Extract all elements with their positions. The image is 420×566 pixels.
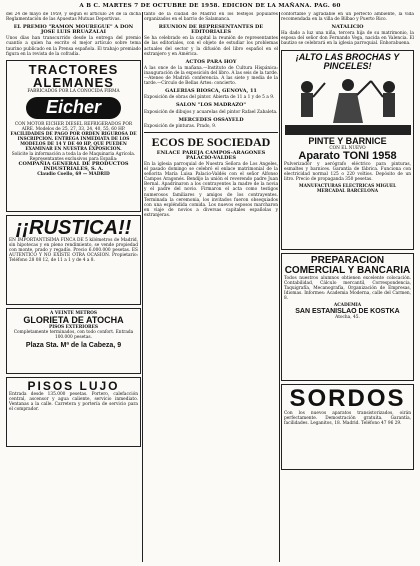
tractores-motor: CON MOTOR EICHER DIESEL REFRIGERADOS POR AIRE. Modelos de 25, 27, 33, 24, 40, 55, 60 HP. xyxy=(14,121,133,132)
aparato-title: Aparato TONI 1958 xyxy=(298,149,397,162)
rustica-body: EN IMPORTANTISIMA FINCA DE 5 kilómetros de Madrid, sin hipotecas y en pleno rendimiento, se vende propiedad con monte, prado y regadío. Precio 6.000.000 pesetas. ES AUTENTICO Y NO EXISTE OTRA OCASION. Propietario: Teléfono 28 08 12, de 11 a 1 y de 4 a 8. xyxy=(9,237,138,264)
aparato-address: MANUFACTURAS ELECTRICAS MIGUEL MERCADAL BARCELONA xyxy=(298,183,397,194)
toni-ad xyxy=(281,50,414,250)
article-fragment: tanto de la ciudad de Madrid en los festejos populares organizados en el barrio de Salamanca. xyxy=(144,12,278,23)
tractores-solicite: Solicite la información a toda la de Maquinaria Agrícola. xyxy=(11,151,136,157)
column-right xyxy=(281,12,414,562)
tractores-entrega: FACILIDADES DE PAGO POR ORDEN RIGUROSA DE INSCRIPCION. ENTREGA INMEDIATA DE LOS MODELOS DE 14 Y DE 40 HP, QUE PUEDEN EXAMINAR EN NUESTRA EXPOSICION. xyxy=(10,131,137,152)
tractores-company: COMPAÑIA GENERAL DE PRODUCTOS INDUSTRIALES, S. A. xyxy=(18,160,129,172)
salon-body: Exposición de dibujos y acuarelas del pintor Rafael Zabaleta. xyxy=(144,109,278,115)
mercedes-heading: MERCEDES OSSAYELD xyxy=(178,116,244,123)
enlace-heading: ENLACE PAREJA CAMPOS-ARAGONES PALACIO-VALDES xyxy=(156,149,266,161)
article-fragment: del 24 de mayo de 1959, y según el artículo 24 de la dicha Reglamentación de las Apuestas Mutuas Deportivas. xyxy=(6,12,141,23)
reunion-body: Se ha celebrado en la capital la reunión de representantes de las editoriales, con el objeto de estudiar los problemas actuales del sector y la difusión del libro español en el extranjero y en América. xyxy=(144,36,278,57)
tractores-address: Claudio Coello, 69 — MADRID xyxy=(37,171,110,177)
article-heading: EL PREMIO "RAMON MOUREGUE" A DON JOSE LUIS BRUAZALAI xyxy=(13,24,134,36)
rustica-ad xyxy=(6,215,141,305)
eicher-logo: Eicher xyxy=(26,97,121,119)
pisos-title: PISOS LUJO xyxy=(27,378,120,393)
column-middle xyxy=(144,12,278,562)
pisos-body: Entrada desde 135.000 pesetas. Portero, calefacción central, ascensor y agua caliente, servicio inmediato. Ventanas a la calle. Carretera y portería de servicio para el comprador. xyxy=(9,391,138,413)
pisos-ad xyxy=(6,377,141,447)
sordos-body: Con los nuevos aparatos transistorizados, oirán perfectamente. Demostración gratuita. Garantía, facilidades. Leganitos, 18. Madrid. Teléfono 47 96 29. xyxy=(284,410,411,426)
glorieta-head: A VEINTE METROS xyxy=(50,310,97,316)
article-body: Unos días han transcurrido desde la entrega del premio cuantío a quien ha escrito el mejor artículo sobre tema taurino publicado en la Prensa española. El trabajo premiado figura en la revista de la cofradía. xyxy=(6,36,141,57)
tractores-fabricados: FABRICADOS POR LA CONOCIDA FIRMA xyxy=(27,88,120,94)
kostka-address: Atocha, 45. xyxy=(335,315,360,321)
glorieta-sub: PISOS EXTERIORES xyxy=(48,324,99,330)
sordos-title: SORDOS xyxy=(289,384,406,412)
mercedes-body: Exposición de pinturas. Prado, 9. xyxy=(144,123,217,129)
salon-heading: SALON "LOS MADRAZO" xyxy=(176,102,246,109)
tractores-title: TRACTORES ALEMANES xyxy=(28,61,119,90)
natalicio-heading: NATALICIO xyxy=(331,24,364,31)
brochas-title: ¡ALTO LAS BROCHAS Y PINCELES! xyxy=(295,51,400,71)
article-fragment: confortable y agradable en un perfecto ambiente, la vida recomendada en la villa de Bilbao y Puerto Rico. xyxy=(281,12,414,23)
glorieta-title: GLORIETA DE ATOCHA xyxy=(23,314,124,325)
tractores-distrib: Representantes exclusivos para España: xyxy=(29,156,118,162)
sordos-ad xyxy=(281,384,414,470)
glorieta-address: Plaza Sta. Mª de la Cabeza, 9 xyxy=(25,341,122,349)
ecos-body: En la iglesia parroquial de Nuestra Señora de Los Angeles, el pasado domingo se celebró el enlace matrimonial de la señorita María Luisa Palacio-Valdés con el señor Alfonso Campos Aragonés. Bendijo la unión el reverendo padre Juan Bernal. Apadrinaron a los contrayentes la madre de la novia y el padre del novio. Firmaron el acta como testigos numerosos familiares y amigos de los contrayentes. Terminada la ceremonia, los invitados fueron obsequiados con una espléndida comida. Los nuevos esposos marcharon en viaje de novios a diversas capitales españolas y extranjeras. xyxy=(144,161,278,218)
actos-heading: ACTOS PARA HOY xyxy=(185,58,237,65)
painters-illustration-icon xyxy=(285,73,411,135)
aparato-body: Pulverizador y aerógrafo eléctrico para pinturas, esmaltes y barnices. Garantía de fábrica. Funciona con electricidad normal 125 o 220 voltios. Depósito de un litro. Precio de propaganda 350 pesetas. xyxy=(284,161,411,182)
preparacion-ad xyxy=(281,253,414,381)
preparacion-title: PREPARACION COMERCIAL Y BANCARIA xyxy=(284,254,411,276)
column-rule xyxy=(142,12,143,562)
galerias-body: Exposición de obras del pintor. Abierta de 11 a 1 y de 5 a 9. xyxy=(144,95,275,101)
kostka-title: SAN ESTANISLAO DE KOSTKA xyxy=(295,308,400,316)
glorieta-ad xyxy=(6,308,141,374)
page-header: A B C. MARTES 7 DE OCTUBRE DE 1958. EDICION DE LA MAÑANA. PAG. 60 xyxy=(79,3,341,9)
ecos-title: ECOS DE SOCIEDAD xyxy=(151,134,271,149)
tractores-ad xyxy=(6,60,141,212)
reunion-heading: REUNION DE REPRESENTANTES DE EDITORIALES xyxy=(158,24,264,36)
section-rule xyxy=(144,132,278,133)
galerias-heading: GALERIAS BIOSCA, GENOVA, 11 xyxy=(165,88,257,95)
column-left xyxy=(6,12,141,562)
natalicio-body: Ha dado a luz una niña, tercera hija de su matrimonio, la esposa del señor don Fernando Vega, nacida en Valencia. El bautizo se celebrará en la iglesia parroquial. Enhorabuena. xyxy=(281,31,414,47)
pinte-title: PINTE Y BARNICE xyxy=(308,135,387,146)
preparacion-body: Todos nuestros alumnos obtienen excelente colocación. Contabilidad, Cálculo mercantil, Correspondencia, Taquigrafía, Mecanografía, Organización de Empresas, Idiomas. Informes: Academia Moderna, calle del Carmen, 8. xyxy=(284,275,411,301)
rustica-title: ¡¡RUSTICA!! xyxy=(15,216,132,239)
glorieta-body: Completamente terminados, con todo confort. Entrada 100.000 pesetas. xyxy=(13,329,134,340)
actos-body: A las once de la mañana.—Instituto de Cultura Hispánica: inauguración de la exposición del libro. A las seis de la tarde.—Ateneo de Madrid: conferencia. A las siete y media de la tarde.—Círculo de Bellas Artes: concierto. xyxy=(144,65,278,87)
column-rule xyxy=(279,12,280,562)
pinte-sub: CON EL NUEVO xyxy=(329,145,366,151)
academia-label: ACADEMIA xyxy=(333,303,362,309)
